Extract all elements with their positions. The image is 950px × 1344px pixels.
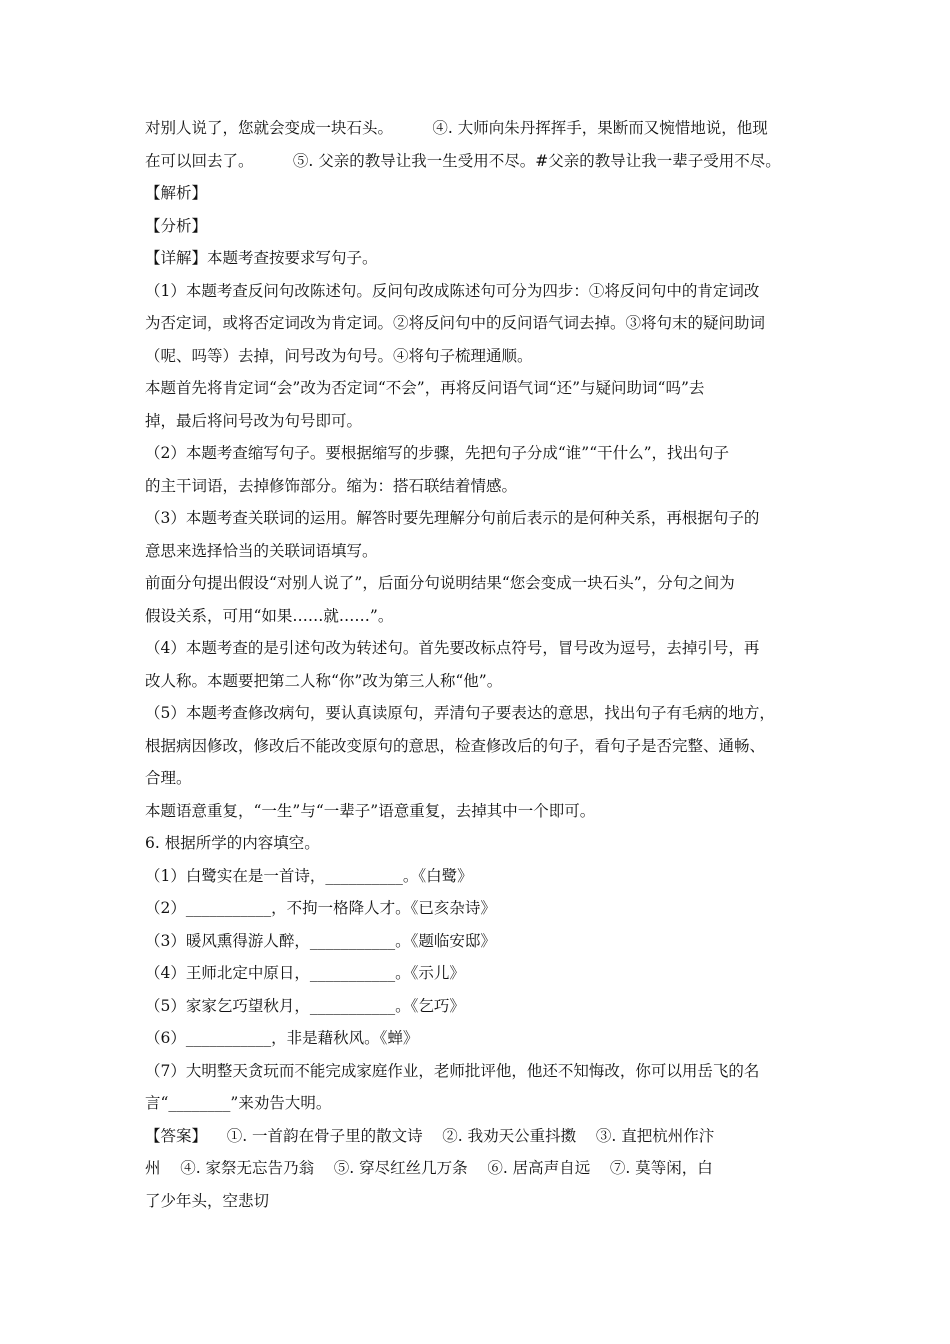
answer-line-1: 【答案】 ①. 一首韵在骨子里的散文诗 ②. 我劝天公重抖擞 ③. 直把杭州作汴 <box>145 1126 715 1145</box>
detail-heading: 【详解】本题考查按要求写句子。 <box>145 249 378 267</box>
text-line-13: （3）本题考查关联词的运用。解答时要先理解分句前后表示的是何种关系，再根据句子的 <box>145 509 760 527</box>
question-6-title: 6. 根据所学的内容填空。 <box>145 834 320 852</box>
text-line-11: （2）本题考查缩写句子。要根据缩写的步骤，先把句子分成“谁”“干什么”，找出句子 <box>145 444 730 462</box>
question-6-item-1: （1）白鹭实在是一首诗，__________。《白鹭》 <box>145 866 473 885</box>
text-line-9: 本题首先将肯定词“会”改为否定词“不会”，再将反问语气词“还”与疑问助词“吗”去 <box>145 379 705 397</box>
text-line-8: （呢、吗等）去掉，问号改为句号。④将句子梳理通顺。 <box>145 346 533 365</box>
text-line-16: 假设关系，可用“如果……就……”。 <box>145 606 394 625</box>
text-line-2: 在可以回去了。 ⑤. 父亲的教导让我一生受用不尽。#父亲的教导让我一辈子受用不尽。 <box>145 151 781 170</box>
question-6-item-5: （5）家家乞巧望秋月，___________。《乞巧》 <box>145 996 465 1015</box>
text-line-7: 为否定词，或将否定词改为肯定词。②将反问句中的反问语气词去掉。③将句末的疑问助词 <box>145 314 766 332</box>
question-6-item-2: （2）___________，不拘一格降人才。《已亥杂诗》 <box>145 899 496 917</box>
question-6-item-7: （7）大明整天贪玩而不能完成家庭作业，老师批评他，他还不知悔改，你可以用岳飞的名 <box>145 1061 760 1080</box>
text-line-10: 掉，最后将问号改为句号即可。 <box>145 411 363 430</box>
question-6-item-6: （6）___________，非是藉秋风。《蝉》 <box>145 1029 419 1047</box>
text-line-19: （5）本题考查修改病句，要认真读原句，弄清句子要表达的意思，找出句子有毛病的地方， <box>145 704 775 722</box>
text-line-20: 根据病因修改，修改后不能改变原句的意思，检查修改后的句子，看句子是否完整、通畅、 <box>145 736 766 755</box>
question-6-item-4: （4）王师北定中原日，___________。《示儿》 <box>145 964 465 982</box>
text-line-18: 改人称。本题要把第二人称“你”改为第三人称“他”。 <box>145 671 503 690</box>
answer-line-2: 州 ④. 家祭无忘告乃翁 ⑤. 穿尽红丝几万条 ⑥. 居高声自远 ⑦. 莫等闲，白 <box>145 1159 713 1177</box>
text-line-6: （1）本题考查反问句改陈述句。反问句改成陈述句可分为四步：①将反问句中的肯定词改 <box>145 281 760 300</box>
document-page <box>145 112 815 1217</box>
text-line-12: 的主干词语，去掉修饰部分。缩为：搭石联结着情感。 <box>145 476 518 495</box>
analysis-subheading: 【分析】 <box>145 216 208 235</box>
question-6-item-3: （3）暖风熏得游人醉，___________。《题临安邸》 <box>145 931 496 950</box>
analysis-heading: 【解析】 <box>145 184 208 202</box>
text-line-1: 对别人说了，您就会变成一块石头。 ④. 大师向朱丹挥挥手，果断而又惋惜地说，他现 <box>145 119 768 137</box>
text-line-17: （4）本题考查的是引述句改为转述句。首先要改标点符号，冒号改为逗号，去掉引号，再 <box>145 639 760 657</box>
text-line-14: 意思来选择恰当的关联词语填写。 <box>145 541 378 560</box>
text-line-15: 前面分句提出假设“对别人说了”，后面分句说明结果“您会变成一块石头”，分句之间为 <box>145 574 735 592</box>
text-line-21: 合理。 <box>145 769 192 787</box>
question-6-item-7-cont: 言“________”来劝告大明。 <box>145 1094 332 1112</box>
text-line-22: 本题语意重复，“一生”与“一辈子”语意重复，去掉其中一个即可。 <box>145 801 596 820</box>
answer-line-3: 了少年头，空悲切 <box>145 1191 270 1210</box>
